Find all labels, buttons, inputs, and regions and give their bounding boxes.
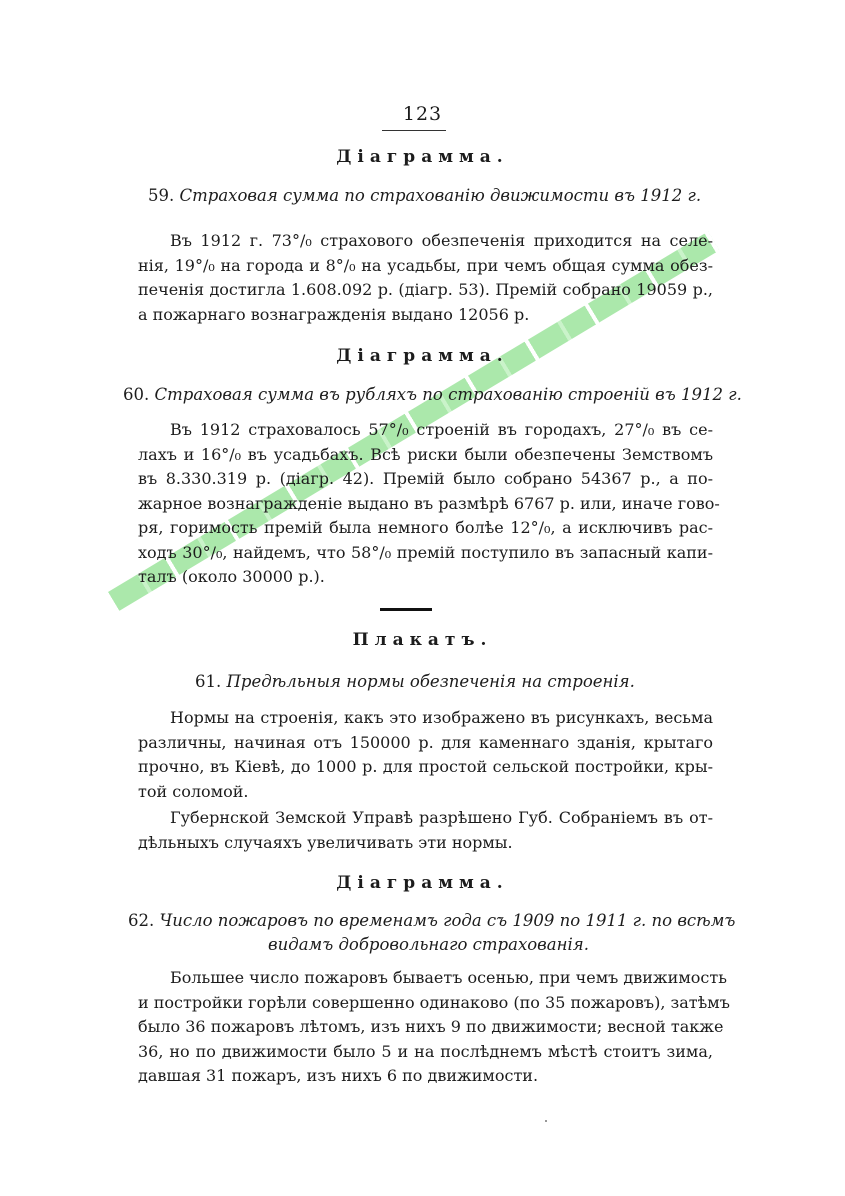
caption-text: Страховая сумма по страхованію движимости въ 1912 г. [179,186,702,205]
section-60-heading: Діаграмма. [336,346,509,366]
paragraph-line: Нормы на строенія, какъ это изображено въ рисункахъ, весьма [170,708,713,727]
paragraph-line: давшая 31 пожаръ, изъ нихъ 6 по движимости. [138,1066,539,1085]
paragraph-line: ходъ 30°/₀, найдемъ, что 58°/₀ премій поступило въ запасный капи- [138,542,713,562]
caption-number: 62. [128,911,155,930]
page-number-rule [382,130,446,131]
section-59-caption [148,186,701,205]
section-separator [380,608,432,611]
paragraph-line: жарное вознагражденіе выдано въ размѣрѣ 6767 р. или, иначе гово- [138,493,720,513]
section-62-heading: Діаграмма. [336,873,509,893]
section-62-caption [128,911,735,930]
section-61-caption [195,672,635,691]
caption-number: 59. [148,186,175,205]
caption-text: Число пожаровъ по временамъ года съ 1909 по 1911 г. по всѣмъ [159,911,736,930]
caption-text: Страховая сумма въ рубляхъ по страхованію строеній въ 1912 г. [154,385,742,404]
paragraph-line: талъ (около 30000 р.). [138,567,325,586]
paragraph-line: Губернской Земской Управѣ разрѣшено Губ. Собраніемъ въ от- [170,808,713,827]
section-60-caption [123,385,742,404]
paragraph-line: ря, горимость премій была немного болѣе 12°/₀, а исключивъ рас- [138,518,713,537]
paragraph-line: было 36 пожаровъ лѣтомъ, изъ нихъ 9 по движимости; весной также [138,1017,724,1036]
section-62-paragraph [138,966,730,1089]
section-59-paragraph [138,229,713,327]
caption-text: Предѣльныя нормы обезпеченія на строенія. [226,672,635,691]
section-59-heading: Діаграмма. [336,147,509,167]
paragraph-line: печенія достигла 1.608.092 р. (діагр. 53). Премій собрано 19059 р., [138,280,713,299]
paragraph-line: а пожарнаго вознагражденія выдано 12056 р. [138,304,530,324]
section-61-heading: Плакатъ. [352,630,493,650]
paragraph-line: различны, начиная отъ 150000 р. для каменнаго зданія, крытаго [138,732,713,752]
caption-number: 60. [123,385,150,404]
section-62-caption-line-2: видамъ добровольнаго страхованія. [268,935,589,954]
paragraph-line: прочно, въ Кіевѣ, до 1000 р. для простой сельской постройки, кры- [138,757,713,776]
paragraph-line: Въ 1912 страховалось 57°/₀ строеній въ городахъ, 27°/₀ въ се- [170,420,713,439]
page-number: 123 [402,103,443,125]
paragraph-line: той соломой. [138,781,249,801]
paragraph-line: 36, но по движимости было 5 и на послѣднемъ мѣстѣ стоитъ зима, [138,1041,713,1061]
paragraph-line: Большее число пожаровъ бываетъ осенью, при чемъ движимость [170,968,727,987]
paragraph-line: нія, 19°/₀ на города и 8°/₀ на усадьбы, при чемъ общая сумма обез- [138,255,713,275]
section-61-paragraph [138,706,713,804]
scan-speck [545,1120,547,1122]
section-60-paragraph [138,418,720,590]
paragraph-line: и постройки горѣли совершенно одинаково (по 35 пожаровъ), затѣмъ [138,992,730,1012]
paragraph-line: дѣльныхъ случаяхъ увеличивать эти нормы. [138,832,513,852]
section-61-paragraph-2 [138,806,713,855]
paragraph-line: Въ 1912 г. 73°/₀ страхового обезпеченія приходится на селе- [170,231,713,250]
paragraph-line: лахъ и 16°/₀ въ усадьбахъ. Всѣ риски были обезпечены Земствомъ [138,444,713,464]
caption-number: 61. [195,672,222,691]
paragraph-line: въ 8.330.319 р. (діагр. 42). Премій было собрано 54367 р., а по- [138,469,713,488]
